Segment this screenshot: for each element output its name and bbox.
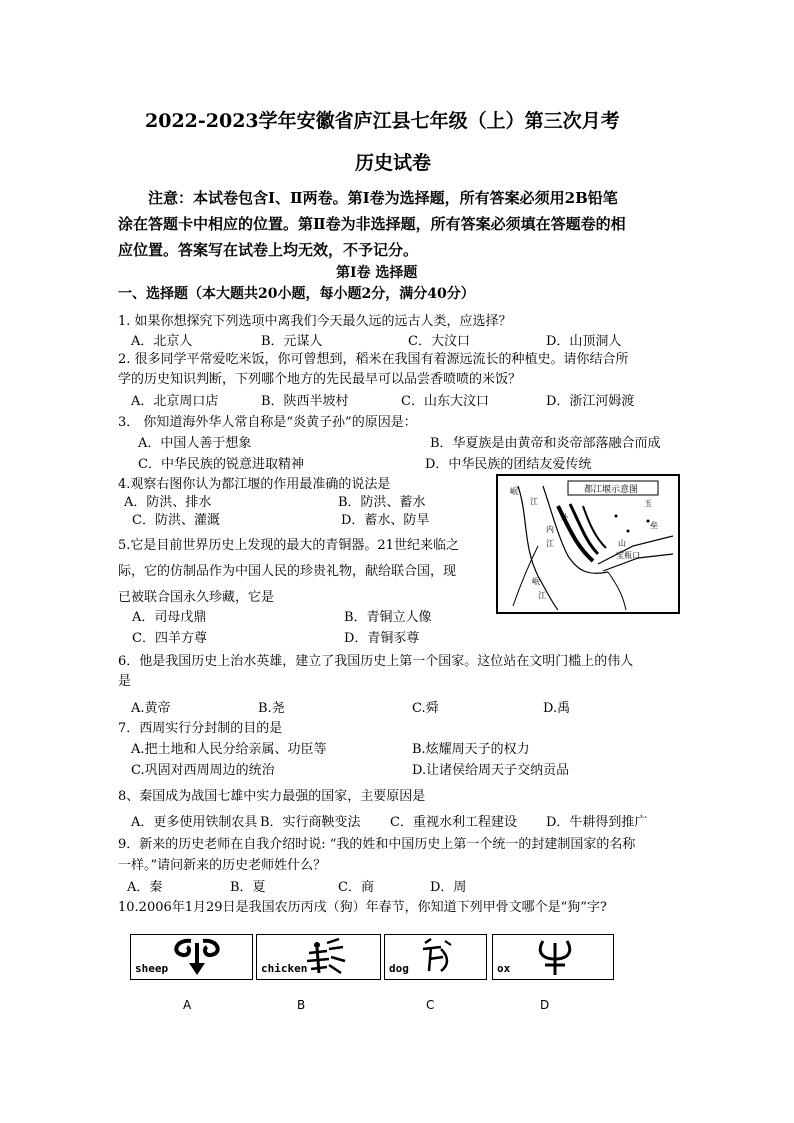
glyph-english-label: ox xyxy=(497,962,511,975)
glyph-english-label: chicken xyxy=(261,962,308,975)
oracle-image-ox xyxy=(492,934,614,980)
glyph-english-label: sheep xyxy=(135,962,169,975)
question-stem: 学的历史知识判断，下列哪个地方的先民最早可以品尝香喷喷的米饭？ xyxy=(118,372,522,387)
question-stem: 7．西周实行分封制的目的是 xyxy=(118,721,283,736)
option-d: D.让诸侯给周天子交纳贡品 xyxy=(412,763,570,778)
option-c: C．四羊方尊 xyxy=(132,631,207,646)
glyph-option-letter: C xyxy=(426,998,435,1012)
notice-line-1: 注意：本试卷包含Ⅰ、Ⅱ两卷。第Ⅰ卷为选择题，所有答案必须用2B铅笔 xyxy=(148,189,618,207)
option-b: B．青铜立人像 xyxy=(344,610,432,625)
glyph-option-letter: D xyxy=(540,998,550,1012)
exam-subtitle: 历史试卷 xyxy=(355,152,432,174)
question-stem: 已被联合国永久珍藏，它是 xyxy=(118,590,275,605)
question-stem: 际，它的仿制品作为中国人民的珍贵礼物，献给联合国，现 xyxy=(118,564,457,579)
question-stem: 3． 你知道海外华人常自称是“炎黄子孙”的原因是： xyxy=(118,415,417,430)
notice-line-2: 涂在答题卡中相应的位置。第Ⅱ卷为非选择题，所有答案必须填在答题卷的相 xyxy=(118,215,626,233)
option-d: D．蓄水、防旱 xyxy=(341,513,430,528)
glyph-option-letter: B xyxy=(297,998,306,1012)
question-stem: 6．他是我国历史上治水英雄，建立了我国历史上第一个国家。这位站在文明门槛上的伟人 xyxy=(118,654,634,669)
option-b: B.尧 xyxy=(258,701,285,716)
option-c: C．中华民族的锐意进取精神 xyxy=(138,457,304,472)
option-b: B．防洪、蓄水 xyxy=(338,495,426,510)
option-b: B．华夏族是由黄帝和炎帝部落融合而成 xyxy=(430,436,661,451)
map-label: 江 xyxy=(530,497,538,506)
option-a: A．秦 xyxy=(127,880,163,895)
question-stem: 4.观察右图你认为都江堰的作用最准确的说法是 xyxy=(118,477,391,492)
option-d: D．周 xyxy=(430,880,467,895)
map-label: 岷 xyxy=(510,487,518,496)
question-stem: 10.2006年1月29日是我国农历丙戌（狗）年春节，你知道下列甲骨文哪个是“狗”字? xyxy=(118,900,607,915)
question-stem: 一样。”请问新来的历史老师姓什么？ xyxy=(118,858,327,873)
option-d: D．青铜豕尊 xyxy=(344,631,420,646)
map-label: 江 xyxy=(546,539,554,548)
option-b: B．陕西半坡村 xyxy=(261,394,349,409)
question-stem: 8、秦国成为战国七雄中实力最强的国家，主要原因是 xyxy=(118,789,426,804)
option-a: A.把土地和人民分给亲属、功臣等 xyxy=(131,742,327,757)
map-label: 岷 xyxy=(532,577,540,586)
map-drawing xyxy=(498,476,678,612)
option-a: A．司母戊鼎 xyxy=(132,610,207,625)
option-a: A．北京周口店 xyxy=(131,394,219,409)
option-d: D．浙江河姆渡 xyxy=(546,394,635,409)
map-title: 都江堰示意图 xyxy=(584,485,639,495)
option-b: B.炫耀周天子的权力 xyxy=(412,742,530,757)
section-heading: 一、选择题（本大题共20小题，每小题2分，满分40分） xyxy=(118,286,475,302)
map-label: 宝瓶口 xyxy=(616,551,640,560)
volume-heading: 第Ⅰ卷 选择题 xyxy=(336,265,418,281)
option-a: A．防洪、排水 xyxy=(124,495,212,510)
oracle-image-chicken xyxy=(256,934,381,980)
option-c: C．山东大汶口 xyxy=(401,394,489,409)
option-c: C．商 xyxy=(338,880,374,895)
map-label: 垒 xyxy=(650,521,658,530)
question-stem: 1. 如果你想探究下列选项中离我们今天最久远的远古人类，应选择？ xyxy=(118,314,512,329)
option-a: A．更多使用铁制农具 xyxy=(131,815,258,830)
map-label: 江 xyxy=(538,591,546,600)
question-stem: 2. 很多同学平常爱吃米饭，你可曾想到，稻米在我国有着源远流长的种植史。请你结合所 xyxy=(118,352,629,367)
option-d: D.禹 xyxy=(543,701,571,716)
option-d: D．牛耕得到推广 xyxy=(546,815,648,830)
glyph-option-letter: A xyxy=(183,998,192,1012)
ox-glyph-icon xyxy=(493,935,613,979)
glyph-english-label: dog xyxy=(389,962,409,975)
option-d: D．山顶洞人 xyxy=(546,334,622,349)
map-label: 山 xyxy=(618,539,626,548)
question-stem: 是 xyxy=(118,674,132,689)
option-a: A.黄帝 xyxy=(131,701,171,716)
option-b: B．元谋人 xyxy=(261,334,323,349)
map-label: 内 xyxy=(546,525,554,534)
question-stem: 9．新来的历史老师在自我介绍时说: “我的姓和中国历史上第一个统一的封建制国家的名称 xyxy=(118,837,636,852)
map-label: 外 xyxy=(560,513,568,522)
option-c: C．大汶口 xyxy=(408,334,470,349)
option-b: B．夏 xyxy=(230,880,266,895)
notice-line-3: 应位置。答案写在试卷上均无效，不予记分。 xyxy=(118,241,419,259)
option-c: C．重视水利工程建设 xyxy=(390,815,517,830)
oracle-image-sheep xyxy=(130,934,253,980)
dujiangyan-map xyxy=(496,474,680,614)
option-a: A．中国人善于想象 xyxy=(138,436,252,451)
option-b: B．实行商鞅变法 xyxy=(260,815,361,830)
option-c: C.舜 xyxy=(412,701,439,716)
map-label: 玉 xyxy=(644,499,652,508)
option-c: C.巩固对西周周边的统治 xyxy=(131,763,275,778)
question-stem: 5.它是目前世界历史上发现的最大的青铜器。21世纪来临之 xyxy=(118,538,459,553)
oracle-image-dog xyxy=(384,934,487,980)
option-a: A．北京人 xyxy=(131,334,193,349)
option-c: C．防洪、灌溉 xyxy=(132,513,220,528)
exam-title: 2022-2023学年安徽省庐江县七年级（上）第三次月考 xyxy=(145,110,620,132)
option-d: D．中华民族的团结友爱传统 xyxy=(425,457,592,472)
